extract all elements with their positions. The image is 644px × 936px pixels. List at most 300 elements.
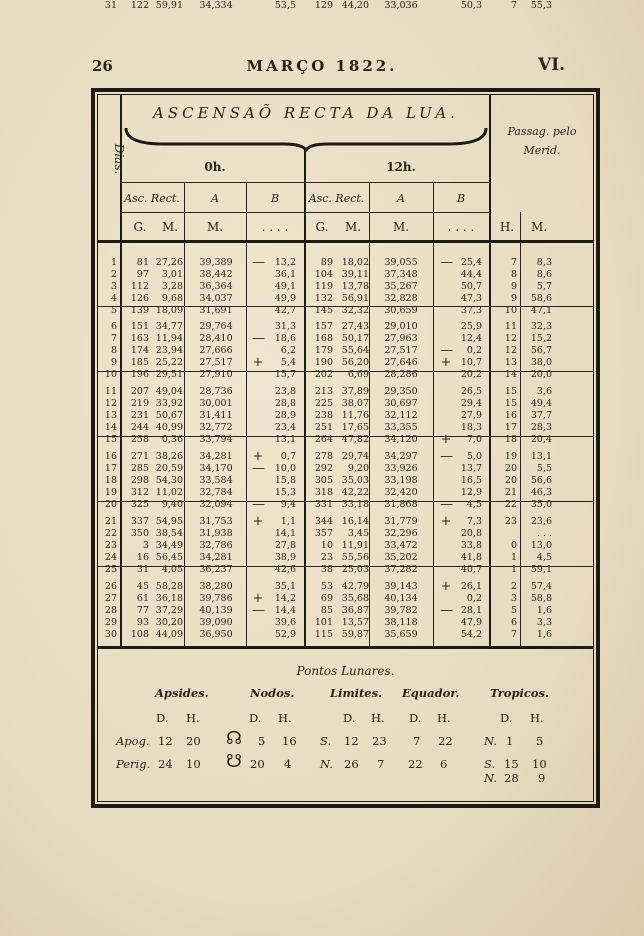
cell-m1: 23,94 (155, 345, 183, 356)
cell-pm: 13,0 (530, 540, 552, 551)
cell-b1: 42,7 (274, 305, 296, 316)
cell-m2: 35,68 (341, 593, 369, 604)
cell-m1: 11,02 (155, 487, 183, 498)
tropic-1-label: N. (484, 734, 497, 748)
cell-b1: 39,6 (274, 617, 296, 628)
nodos-d-head: D. (249, 711, 262, 725)
cell-m1: 29,51 (155, 369, 183, 380)
cell-h: 9 (510, 281, 517, 292)
rule-subheads (120, 212, 490, 213)
rule-table-end (98, 646, 593, 649)
cell-b1: 15,8 (274, 475, 296, 486)
dias-header: Dias. (112, 143, 126, 175)
cell-g1: 31 (136, 564, 149, 575)
cell-h: 15 (504, 386, 517, 397)
cell-a2: 27,517 (384, 345, 418, 356)
table-row (0, 581, 644, 593)
cell-s1: — (252, 255, 265, 270)
cell-b1: 15,7 (274, 369, 296, 380)
cell-h: 1 (510, 552, 517, 563)
nodos-h-head: H. (278, 711, 292, 725)
cell-g1: 350 (130, 528, 149, 539)
apsides-d-head: D. (156, 711, 169, 725)
tropic-2-label: S. (484, 757, 496, 771)
cell-m1: 58,28 (155, 581, 183, 592)
cell-pm: 13,1 (530, 451, 552, 462)
cell-d: 3 (110, 281, 117, 292)
tropic-1-hour: 5 (536, 734, 544, 748)
cell-g1: 81 (136, 257, 149, 268)
unit-m-passeg: M. (530, 220, 548, 234)
cell-b2: 50,7 (460, 281, 482, 292)
limites-h-head: H. (371, 711, 385, 725)
cell-h: 7 (510, 257, 517, 268)
cell-b2: 0,2 (466, 345, 482, 356)
cell-s1: — (252, 331, 265, 346)
cell-a2: 35,202 (384, 552, 418, 563)
running-title: MARÇO 1822. (246, 57, 398, 75)
cell-pm: 57,4 (530, 581, 552, 592)
subhead-b-12: B (456, 192, 466, 205)
cell-m1: 34,77 (155, 321, 183, 332)
cell-b1: 36,1 (274, 269, 296, 280)
cell-m2: 47,82 (341, 434, 369, 445)
cell-a2: 35,659 (384, 629, 418, 640)
ascending-node-icon: ☊ (226, 728, 242, 749)
cell-h: 12 (504, 345, 517, 356)
cell-g2: 104 (314, 269, 333, 280)
cell-m2: 56,91 (341, 293, 369, 304)
cell-b1: 18,6 (274, 333, 296, 344)
cell-b2: 47,3 (460, 293, 482, 304)
cell-s2: + (440, 514, 452, 529)
cell-a2: 32,296 (384, 528, 418, 539)
limit-s-hour: 23 (372, 734, 387, 748)
cell-s2: — (440, 449, 453, 464)
cell-a2: 33,926 (384, 463, 418, 474)
cell-a1: 34,281 (199, 552, 233, 563)
cell-m1: 40,99 (155, 422, 183, 433)
cell-d: 8 (110, 345, 117, 356)
cell-h: 10 (504, 305, 517, 316)
cell-g1: 97 (136, 269, 149, 280)
cell-a1: 34,281 (199, 451, 233, 462)
tropicos-heading: Tropicos. (490, 686, 550, 700)
cell-a2: 31,779 (384, 516, 418, 527)
cell-a1: 40,139 (199, 605, 233, 616)
cell-m1: 38,54 (155, 528, 183, 539)
cell-g1: 61 (136, 593, 149, 604)
node-asc-hour: 16 (282, 734, 297, 748)
cell-h: 12 (504, 333, 517, 344)
rule-hours (120, 182, 490, 183)
cell-g2: 53 (320, 581, 333, 592)
cell-d: 21 (104, 516, 117, 527)
cell-h: 2 (510, 581, 517, 592)
cell-m1: 34,49 (155, 540, 183, 551)
cell-d: 11 (104, 386, 117, 397)
cell-m2: 18,02 (341, 257, 369, 268)
cell-b1: 42,6 (274, 564, 296, 575)
cell-m2: 42,22 (341, 487, 369, 498)
cell-a2: 31,868 (384, 499, 418, 510)
cell-a2: 29,010 (384, 321, 418, 332)
cell-a1: 38,280 (199, 581, 233, 592)
cell-pm: 8,6 (536, 269, 552, 280)
equador-2-hour: 6 (440, 757, 448, 771)
cell-m2: 13,57 (341, 617, 369, 628)
cell-m1: 0,36 (161, 434, 183, 445)
cell-b1: 10,0 (274, 463, 296, 474)
cell-g2: 145 (314, 305, 333, 316)
cell-d: 29 (104, 617, 117, 628)
cell-b1: 28,9 (274, 410, 296, 421)
cell-pm: 56,7 (530, 345, 552, 356)
cell-g1: 174 (130, 345, 149, 356)
cell-a1: 27,910 (199, 369, 233, 380)
subhead-asc-rect-0: Asc. Rect. (124, 192, 180, 205)
cell-g1: 16 (136, 552, 149, 563)
cell-b1: 13,2 (274, 257, 296, 268)
cell-h: 14 (504, 369, 517, 380)
cell-h: 20 (504, 475, 517, 486)
page-header (0, 55, 644, 79)
cell-a2: 33,355 (384, 422, 418, 433)
table-row (0, 410, 644, 422)
cell-b1: 1,1 (280, 516, 296, 527)
table-row (0, 386, 644, 398)
cell-h: 7 (510, 629, 517, 640)
cell-b2: 20,2 (460, 369, 482, 380)
cell-d: 22 (104, 528, 117, 539)
cell-a1: 39,786 (199, 593, 233, 604)
cell-m1: 50,67 (155, 410, 183, 421)
lunar-title: Pontos Lunares. (296, 664, 395, 678)
cell-b2: 40,7 (460, 564, 482, 575)
subhead-asc-rect-12: Asc. Rect. (308, 192, 365, 205)
unit-dots-b12: . . . . (447, 220, 475, 234)
cell-b1: 28,8 (274, 398, 296, 409)
cell-d: 10 (104, 369, 117, 380)
unit-g-12: G. (315, 220, 329, 234)
cell-pm: 5,5 (536, 463, 552, 474)
cell-d: 6 (110, 321, 117, 332)
equador-heading: Equador. (402, 686, 460, 700)
cell-g2: 85 (320, 605, 333, 616)
cell-g1: 207 (130, 386, 149, 397)
cell-g2: 119 (314, 281, 333, 292)
cell-m2: 3,45 (347, 528, 369, 539)
cell-h: 20 (504, 463, 517, 474)
cell-a2: 27,646 (384, 357, 418, 368)
cell-s2: — (440, 603, 453, 618)
cell-d: 7 (110, 333, 117, 344)
cell-pm: 47,1 (530, 305, 552, 316)
table-row (0, 0, 644, 12)
table-row (0, 293, 644, 305)
cell-d: 26 (104, 581, 117, 592)
tropic-3-label: N. (484, 771, 497, 785)
cell-m2: 33,18 (341, 499, 369, 510)
cell-m1: 37,29 (155, 605, 183, 616)
cell-d: 31 (104, 0, 117, 11)
cell-a2: 37,282 (384, 564, 418, 575)
cell-h: 9 (510, 293, 517, 304)
cell-h: 18 (504, 434, 517, 445)
cell-h: 13 (504, 357, 517, 368)
equador-2-day: 22 (408, 757, 423, 771)
cell-a2: 38,118 (384, 617, 418, 628)
cell-g1: 337 (130, 516, 149, 527)
cell-g2: 238 (314, 410, 333, 421)
cell-b2: 26,5 (460, 386, 482, 397)
cell-h: 16 (504, 410, 517, 421)
cell-b1: 9,4 (280, 499, 296, 510)
cell-a2: 40,134 (384, 593, 418, 604)
cell-s1: + (252, 514, 264, 529)
cell-d: 27 (104, 593, 117, 604)
cell-g1: 185 (130, 357, 149, 368)
cell-h: 23 (504, 516, 517, 527)
cell-h: 5 (510, 605, 517, 616)
cell-a1: 31,753 (199, 516, 233, 527)
cell-b1: 23,8 (274, 386, 296, 397)
cell-g2: 278 (314, 451, 333, 462)
cell-g1: 244 (130, 422, 149, 433)
cell-s2: + (440, 432, 452, 447)
passeg-header: Passag. pelo Merid. (507, 125, 577, 157)
cell-m2: 56,20 (341, 357, 369, 368)
cell-b2: 33,8 (460, 540, 482, 551)
cell-pm: 35,0 (530, 499, 552, 510)
cell-m1: 11,94 (155, 333, 183, 344)
limit-n-hour: 7 (377, 757, 385, 771)
cell-pm: 58,8 (530, 593, 552, 604)
table-row (0, 552, 644, 564)
cell-s2: + (440, 579, 452, 594)
cell-h: 7 (510, 0, 517, 11)
cell-a1: 28,410 (199, 333, 233, 344)
table-row (0, 305, 644, 317)
cell-m1: 49,04 (155, 386, 183, 397)
cell-m2: 13,78 (341, 281, 369, 292)
cell-g1: 271 (130, 451, 149, 462)
cell-d: 23 (104, 540, 117, 551)
cell-h: 15 (504, 398, 517, 409)
cell-m2: 29,74 (341, 451, 369, 462)
apsides-heading: Apsides. (155, 686, 209, 700)
cell-m2: 55,56 (341, 552, 369, 563)
cell-m1: 59,91 (155, 0, 183, 11)
cell-g2: 115 (314, 629, 333, 640)
unit-m-a0: M. (206, 220, 224, 234)
cell-a2: 27,963 (384, 333, 418, 344)
table-row (0, 281, 644, 293)
cell-d: 28 (104, 605, 117, 616)
equador-1-hour: 22 (438, 734, 453, 748)
cell-a1: 38,442 (199, 269, 233, 280)
subhead-a-0: A (211, 192, 219, 205)
hour-0-label: 0h. (204, 160, 226, 174)
cell-h: 22 (504, 499, 517, 510)
apog-hour: 20 (186, 734, 201, 748)
cell-a1: 34,334 (199, 0, 233, 11)
limites-heading: Limites. (330, 686, 383, 700)
cell-pm: 15,2 (530, 333, 552, 344)
cell-m2: 55,64 (341, 345, 369, 356)
cell-m1: 20,59 (155, 463, 183, 474)
cell-g1: 93 (136, 617, 149, 628)
cell-pm: 55,3 (530, 0, 552, 11)
table-row (0, 345, 644, 357)
unit-m-12: M. (344, 220, 362, 234)
cell-a2: 32,112 (384, 410, 418, 421)
cell-b2: 10,7 (460, 357, 482, 368)
limites-d-head: D. (343, 711, 356, 725)
cell-g1: 258 (130, 434, 149, 445)
cell-a1: 33,584 (199, 475, 233, 486)
cell-s1: + (252, 355, 264, 370)
cell-b2: 7,0 (466, 434, 482, 445)
cell-m2: 27,43 (341, 321, 369, 332)
cell-m2: 16,14 (341, 516, 369, 527)
cell-g1: 108 (130, 629, 149, 640)
cell-a1: 39,090 (199, 617, 233, 628)
cell-a2: 29,350 (384, 386, 418, 397)
perig-day: 24 (158, 757, 173, 771)
table-row (0, 357, 644, 369)
cell-b2: 16,5 (460, 475, 482, 486)
cell-b1: 49,1 (274, 281, 296, 292)
cell-m2: 6,69 (347, 369, 369, 380)
tropicos-d-head: D. (500, 711, 513, 725)
table-row (0, 422, 644, 434)
cell-a1: 32,786 (199, 540, 233, 551)
cell-d: 19 (104, 487, 117, 498)
cell-g2: 129 (314, 0, 333, 11)
tropic-2-day: 15 (504, 757, 519, 771)
cell-a2: 32,420 (384, 487, 418, 498)
cell-m1: 54,30 (155, 475, 183, 486)
cell-m2: 44,20 (341, 0, 369, 11)
cell-s1: — (252, 603, 265, 618)
apog-label: Apog. (116, 734, 150, 748)
cell-b2: 41,8 (460, 552, 482, 563)
cell-g1: 112 (130, 281, 149, 292)
table-row (0, 593, 644, 605)
tropicos-h-head: H. (530, 711, 544, 725)
cell-a1: 34,037 (199, 293, 233, 304)
cell-g1: 325 (130, 499, 149, 510)
cell-pm: 20,0 (530, 369, 552, 380)
cell-b2: 26,1 (460, 581, 482, 592)
cell-g2: 318 (314, 487, 333, 498)
cell-pm: 5,7 (536, 281, 552, 292)
limit-n-label: N. (320, 757, 333, 771)
cell-g1: 163 (130, 333, 149, 344)
cell-a1: 29,764 (199, 321, 233, 332)
table-row (0, 333, 644, 345)
cell-d: 15 (104, 434, 117, 445)
equador-d-head: D. (409, 711, 422, 725)
tropic-2-hour: 10 (532, 757, 547, 771)
table-row (0, 398, 644, 410)
cell-b1: 0,7 (280, 451, 296, 462)
cell-g2: 251 (314, 422, 333, 433)
unit-g-0: G. (133, 220, 147, 234)
cell-a1: 39,389 (199, 257, 233, 268)
cell-m1: 36,18 (155, 593, 183, 604)
cell-m2: 39,11 (341, 269, 369, 280)
cell-b2: 25,9 (460, 321, 482, 332)
cell-h: 11 (504, 321, 517, 332)
cell-b1: 38,9 (274, 552, 296, 563)
cell-b2: 18,3 (460, 422, 482, 433)
cell-d: 4 (110, 293, 117, 304)
table-row (0, 321, 644, 333)
cell-g1: 122 (130, 0, 149, 11)
cell-m1: 44,09 (155, 629, 183, 640)
cell-g2: 190 (314, 357, 333, 368)
cell-b1: 53,5 (274, 0, 296, 11)
table-row (0, 629, 644, 641)
cell-b1: 27,8 (274, 540, 296, 551)
cell-s2: — (440, 497, 453, 512)
cell-pm: 59,1 (530, 564, 552, 575)
cell-g2: 23 (320, 552, 333, 563)
cell-pm: 4,5 (536, 552, 552, 563)
tropic-1-day: 1 (506, 734, 514, 748)
cell-b2: 29,4 (460, 398, 482, 409)
table-row (0, 257, 644, 269)
cell-h: 19 (504, 451, 517, 462)
cell-pm: 3,3 (536, 617, 552, 628)
cell-m1: 27,26 (155, 257, 183, 268)
cell-pm: 23,6 (530, 516, 552, 527)
cell-a2: 32,828 (384, 293, 418, 304)
cell-b2: 25,4 (460, 257, 482, 268)
cell-b1: 6,2 (280, 345, 296, 356)
cell-g1: 298 (130, 475, 149, 486)
cell-b2: 13,7 (460, 463, 482, 474)
cell-g2: 225 (314, 398, 333, 409)
table-row (0, 463, 644, 475)
cell-d: 25 (104, 564, 117, 575)
cell-m1: 9,68 (161, 293, 183, 304)
cell-s1: + (252, 591, 264, 606)
subhead-a-12: A (397, 192, 405, 205)
unit-m-a12: M. (392, 220, 410, 234)
cell-b1: 14,1 (274, 528, 296, 539)
cell-a2: 34,297 (384, 451, 418, 462)
cell-a2: 30,659 (384, 305, 418, 316)
cell-d: 9 (110, 357, 117, 368)
descending-node-icon: ☋ (226, 751, 242, 772)
apog-day: 12 (158, 734, 173, 748)
equador-1-day: 7 (413, 734, 421, 748)
cell-pm: 8,3 (536, 257, 552, 268)
cell-s2: + (440, 355, 452, 370)
cell-g1: 231 (130, 410, 149, 421)
cell-m2: 32,32 (341, 305, 369, 316)
cell-b1: 52,9 (274, 629, 296, 640)
cell-m1: 3,01 (161, 269, 183, 280)
cell-b2: 0,2 (466, 593, 482, 604)
cell-d: 17 (104, 463, 117, 474)
signature-mark: VI. (538, 55, 566, 75)
cell-g2: 202 (314, 369, 333, 380)
table-row (0, 499, 644, 511)
